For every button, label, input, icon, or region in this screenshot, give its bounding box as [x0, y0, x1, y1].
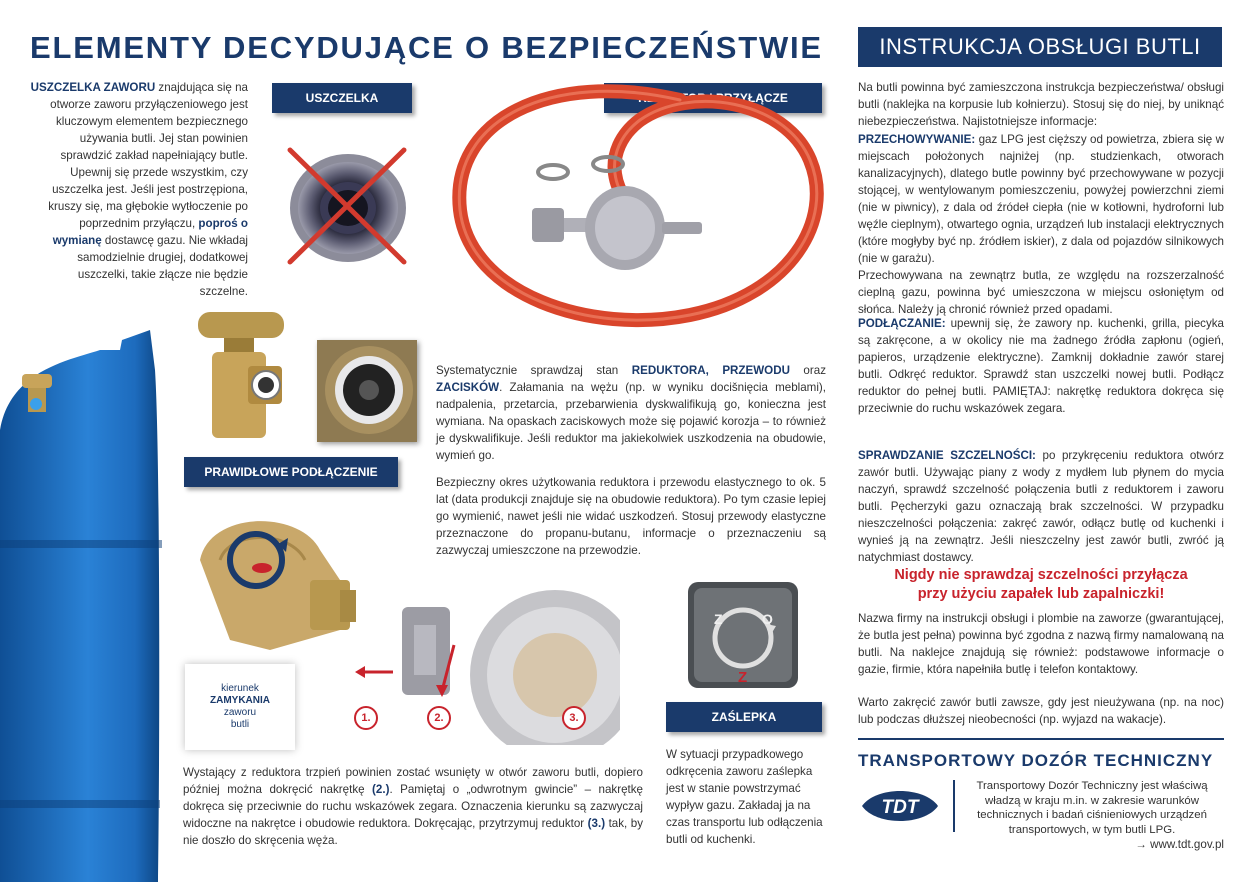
cap-letter-z2: Z	[738, 669, 748, 686]
closing-direction-l1: kierunek	[221, 683, 259, 694]
paragraph-firma: Nazwa firmy na instrukcji obsługi i plombie na zaworze (gwarantującej, że butla jest pełna) powinna być zgodna z nazwą firmy namalowaną na butli. Na naklejce znajdują się również: podstawowe informacje o gazie, firmie, która napełniła butlę i telefon kontaktowy.	[858, 612, 1224, 676]
uszczelka-intro: USZCZELKA ZAWORU znajdująca się na otworze zaworu przyłączeniowego jest kluczowym elementem bezpiecznego używania butli. Jej stan powinien sprawdzić zakład napełniający butle. Upewnij się przede wszystkim, czy uszczelka jest. Jeśli jest postrzępiona, kruszy się, ma głębokie wytłoczenie po poprzednim przyłączu, poproś o wymianę dostawcę gazu. Nie wkładaj samodzielnie drugiej, dodatkowej uszczelki, takie złącze nie będzie szczelne.	[30, 81, 248, 298]
svg-text:TDT: TDT	[881, 797, 919, 818]
label-zaslepka: ZAŚLEPKA	[666, 702, 822, 732]
connection-text: Wystający z reduktora trzpień powinien zostać wsunięty w otwór zaworu butli, dopiero później można dokręcić nakrętkę (2.). Pamiętaj o „odwrotnym gwincie” – nakrętkę dokręca się przeciwnie do ruchu wskazówek zegara. Oznaczenia kierunku są zazwyczaj widoczne na nakrętce i obudowie reduktora. Dokręcając, przytrzymuj reduktor (3.) tak, by nie doszło do skręcenia węża.	[183, 766, 644, 847]
closing-direction-l2: ZAMYKANIA	[210, 695, 270, 706]
paragraph-zakrecic: Warto zakręcić zawór butli zawsze, gdy jest nieużywana (np. na noc) lub podczas dłuższej nieobecności (np. wyjazd na wakacje).	[858, 696, 1224, 726]
closing-direction-note	[185, 664, 295, 750]
tdt-logo	[858, 782, 942, 830]
cap-letter-o: O	[762, 611, 773, 627]
closing-direction-l4: butli	[230, 719, 250, 730]
section-podlaczanie: PODŁĄCZANIE: upewnij się, że zawory np. kuchenki, grilla, piecyka są zakręcone, a w okolicy nie ma żadnego źródła zapłonu (ogień, papieros, urządzenie elektryczne). Zamknij dokładnie zawór starej butli. Odkręć reduktor. Sprawdź stan uszczelki nowej butli. Podłącz reduktor do pełnej butli. PAMIĘTAJ: nakrętkę reduktora dokręca się przeciwnie do ruchu wskazówek zegara.	[858, 317, 1224, 415]
label-uszczelka: USZCZELKA	[272, 83, 412, 113]
tdt-title: TRANSPORTOWY DOZÓR TECHNICZNY	[858, 751, 1214, 770]
warning	[858, 566, 1224, 604]
gas-cylinder-photo	[0, 330, 165, 882]
warning-line-1: Nigdy nie sprawdzaj szczelności przyłącza	[894, 567, 1188, 583]
divider	[858, 738, 1224, 740]
valve-cap-photo	[686, 580, 800, 690]
section-przechowywanie: PRZECHOWYWANIE: gaz LPG jest cięższy od powietrza, zbiera się w miejscach położonych najniżej (np. studzienkach, otworach kanalizacyjnych), dlatego butle powinny być przechowywane w pozycji stojącej, w wentylowanym pomieszczeniu, powyżej powierzchni ziemi (nie w piwnicy), z dala od źródeł ciepła (nie w kotłowni, hydroforni lub węźle cieplnym), otwartego ognia, urządzeń lub instalacji elektrycznych (które mogłyby być np. źródłem iskier), z dala od pojazdów silnikowych (nie w garażu). Przechowywana na zewnątrz butla, ze względu na rozszerzalność cieplną gazu, powinna być umieszczona w miejscu osłoniętym od słońca. Należy ją chronić również przed opadami.	[858, 133, 1224, 316]
sprawdzanie-head: SPRAWDZANIE SZCZELNOŚCI:	[858, 449, 1036, 462]
valve-photo	[190, 308, 290, 438]
push-arrow-icon	[355, 665, 395, 679]
tdt-text: Transportowy Dozór Techniczny jest właściwą władzą w kraju m.in. w zakresie warunków technicznych i badań ciśnieniowych urządzeń transportowych, w tym butli LPG.	[976, 780, 1208, 836]
reduktor-text: Systematycznie sprawdzaj stan REDUKTORA, PRZEWODU oraz ZACISKÓW. Załamania na wężu (np. w wyniku docišnięcia meblami), nadpalenia, przetarcia, przebarwienia dyskwalifikują go, konieczna jest wymiana. Na opaskach zaciskowych może się pojawić korozja – to również je dyskwalifikuje. Jeśli reduktor ma jakiekolwiek uszkodzenia na obudowie, wymień go.	[436, 364, 826, 462]
step-2: 2.	[427, 706, 451, 730]
przechowywanie-head: PRZECHOWYWANIE:	[858, 133, 976, 146]
label-reduktor: REDUKTOR I PRZYŁĄCZE	[604, 83, 822, 113]
zaslepka-text: W sytuacji przypadkowego odkręcenia zaworu zaślepka jest w stanie powstrzymać wypływ gazu. Zakładaj ja na czas transportu lub odłączenia butli od kuchenki.	[666, 748, 823, 846]
tdt-link[interactable]: → www.tdt.gov.pl	[1135, 838, 1224, 851]
tdt-separator	[953, 780, 955, 832]
podlaczanie-head: PODŁĄCZANIE:	[858, 317, 946, 330]
section-sprawdzanie: SPRAWDZANIE SZCZELNOŚCI: po przykręceniu reduktora otwórz zawór butli. Używając piany z wody z mydłem lub płynem do mycia naczyń, sprawdź szczelność połączenia butli z reduktorem i zaworu butli. Pęcherzyki gazu oznaczają brak szczelności. W przypadku nieszczelności połączenia: zakręć zawór, odłącz butlę od kuchenki i wynieś ją na zewnątrz. Jeśli nieszczelny jest zawór butli, zwróć ją natychmiast dostawcy.	[858, 449, 1224, 564]
cap-letter-z: Z	[714, 611, 723, 627]
gasket-photo	[276, 130, 416, 275]
hose-regulator-photo	[440, 80, 840, 335]
reduktor-text-2: Bezpieczny okres użytkowania reduktora i przewodu elastycznego to ok. 5 lat (data produkcji znajduje się na obudowie reduktora). Po tym czasie lepiej go wymienić, nawet jeśli nie widać uszkodzeń. Stosuj przewody elastyczne przeznaczone do propanu-butanu, informacje o przeznaczeniu są zazwyczaj umieszczone na przewodzie.	[436, 476, 826, 557]
right-title: INSTRUKCJA OBSŁUGI BUTLI	[858, 27, 1222, 67]
step-1: 1.	[354, 706, 378, 730]
step-3: 3.	[562, 706, 586, 730]
right-intro: Na butli powinna być zamieszczona instrukcja bezpieczeństwa/ obsługi butli (naklejka na korpusie lub kołnierzu). Stosuj się do niej, by uniknąć niebezpieczeństwa. Najistotniejsze informacje:	[858, 81, 1224, 128]
page-title: ELEMENTY DECYDUJĄCE O BEZPIECZEŃSTWIE	[30, 30, 823, 65]
valve-outlet-crop	[317, 340, 417, 442]
label-prawidlowe-podlaczenie: PRAWIDŁOWE PODŁĄCZENIE	[184, 457, 398, 487]
closing-direction-l3: zaworu	[223, 707, 257, 718]
brass-valve-closeup	[190, 500, 360, 660]
warning-line-2: przy użyciu zapałek lub zapalniczki!	[917, 586, 1165, 602]
